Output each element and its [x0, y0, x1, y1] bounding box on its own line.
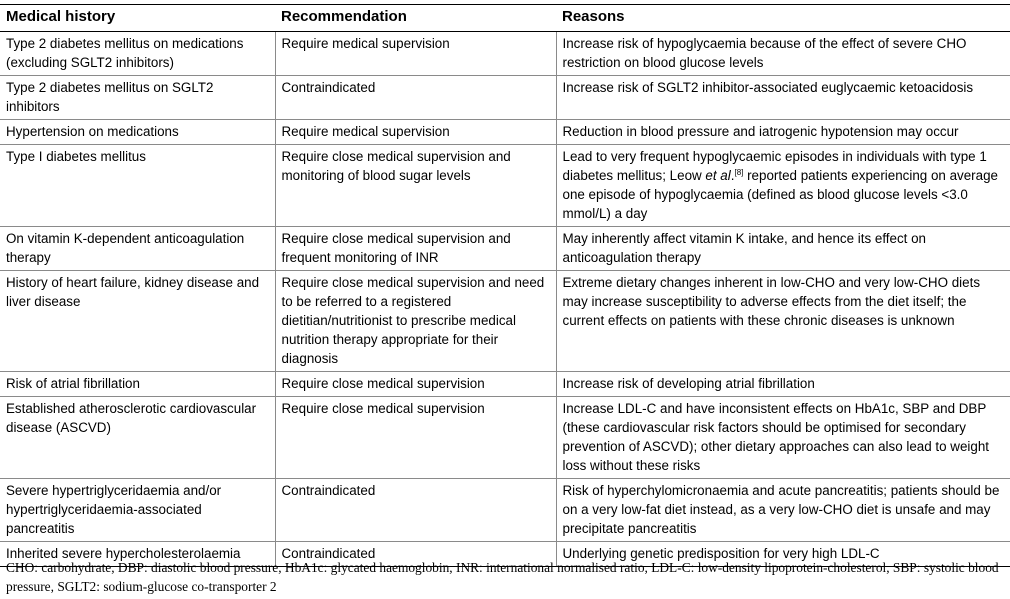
cell-recommendation: Require medical supervision [275, 32, 556, 76]
cell-recommendation: Require close medical supervision and frequent monitoring of INR [275, 227, 556, 271]
table-row [0, 227, 1010, 271]
cell-reasons: Increase risk of SGLT2 inhibitor-associated euglycaemic ketoacidosis [556, 76, 1010, 120]
cell-recommendation: Contraindicated [275, 479, 556, 542]
cell-recommendation: Require close medical supervision and monitoring of blood sugar levels [275, 145, 556, 227]
table-footnote: CHO: carbohydrate, DBP: diastolic blood pressure, HbA1c: glycated haemoglobin, INR: international normalised ratio, LDL-C: low-density lipoprotein-cholesterol, SBP: systolic blood pressure, SGLT2: sodium-glucose co-transporter 2 [6, 560, 999, 594]
cell-reasons: Reduction in blood pressure and iatrogenic hypotension may occur [556, 120, 1010, 145]
header-reasons: Reasons [556, 5, 1010, 32]
cell-medical-history: Hypertension on medications [0, 120, 275, 145]
cell-reasons: Underlying genetic predisposition for very high LDL-C [556, 542, 1010, 567]
table-header-row [0, 5, 1010, 32]
reasons-text-start: Lead to very frequent hypoglycaemic episodes in individuals with type 1 diabetes mellitus; Leow [562, 149, 987, 183]
table-row [0, 76, 1010, 120]
citation-ref-link[interactable]: [8] [734, 168, 744, 177]
table-row [0, 479, 1010, 542]
cell-medical-history: Type 2 diabetes mellitus on SGLT2 inhibitors [0, 76, 275, 120]
cell-recommendation: Require medical supervision [275, 120, 556, 145]
cell-medical-history: Severe hypertriglyceridaemia and/or hypertriglyceridaemia-associated pancreatitis [0, 479, 275, 542]
cell-reasons: Increase risk of developing atrial fibrillation [556, 372, 1010, 397]
cell-reasons: Extreme dietary changes inherent in low-CHO and very low-CHO diets may increase susceptibility to adverse effects from the diet itself; the current effects on patients with these chronic diseases is unknown [556, 271, 1010, 372]
header-recommendation: Recommendation [275, 5, 556, 32]
table-row [0, 372, 1010, 397]
cell-recommendation: Contraindicated [275, 542, 556, 567]
cell-reasons [556, 145, 1010, 227]
et-al-period: . [730, 168, 735, 183]
medical-history-table [0, 5, 1010, 567]
cell-recommendation: Contraindicated [275, 76, 556, 120]
table-row [0, 271, 1010, 372]
cell-medical-history: Inherited severe hypercholesterolaemia [0, 542, 275, 567]
table-row [0, 397, 1010, 479]
cell-medical-history: Established atherosclerotic cardiovascular disease (ASCVD) [0, 397, 275, 479]
cell-medical-history: History of heart failure, kidney disease and liver disease [0, 271, 275, 372]
et-al-italic: et al [705, 168, 731, 183]
cell-reasons: May inherently affect vitamin K intake, and hence its effect on anticoagulation therapy [556, 227, 1010, 271]
table-row [0, 32, 1010, 76]
cell-medical-history: Type 2 diabetes mellitus on medications (excluding SGLT2 inhibitors) [0, 32, 275, 76]
header-medical-history: Medical history [0, 5, 275, 32]
reasons-text-end: reported patients experiencing on average one episode of hypoglycaemia (defined as blood glucose levels <3.0 mmol/L) a day [562, 168, 998, 221]
cell-medical-history: Type I diabetes mellitus [0, 145, 275, 227]
cell-recommendation: Require close medical supervision and need to be referred to a registered dietitian/nutritionist to prescribe medical nutrition therapy appropriate for their diagnosis [275, 271, 556, 372]
cell-reasons: Increase LDL-C and have inconsistent effects on HbA1c, SBP and DBP (these cardiovascular risk factors should be optimised for secondary prevention of ASCVD); other dietary approaches can also lead to weight loss without these risks [556, 397, 1010, 479]
cell-medical-history: On vitamin K-dependent anticoagulation therapy [0, 227, 275, 271]
table-row [0, 145, 1010, 227]
cell-reasons: Increase risk of hypoglycaemia because of the effect of severe CHO restriction on blood glucose levels [556, 32, 1010, 76]
cell-recommendation: Require close medical supervision [275, 372, 556, 397]
table-row [0, 120, 1010, 145]
cell-reasons: Risk of hyperchylomicronaemia and acute pancreatitis; patients should be on a very low-fat diet instead, as a very low-CHO diet is unsafe and may precipitate pancreatitis [556, 479, 1010, 542]
cell-medical-history: Risk of atrial fibrillation [0, 372, 275, 397]
cell-recommendation: Require close medical supervision [275, 397, 556, 479]
